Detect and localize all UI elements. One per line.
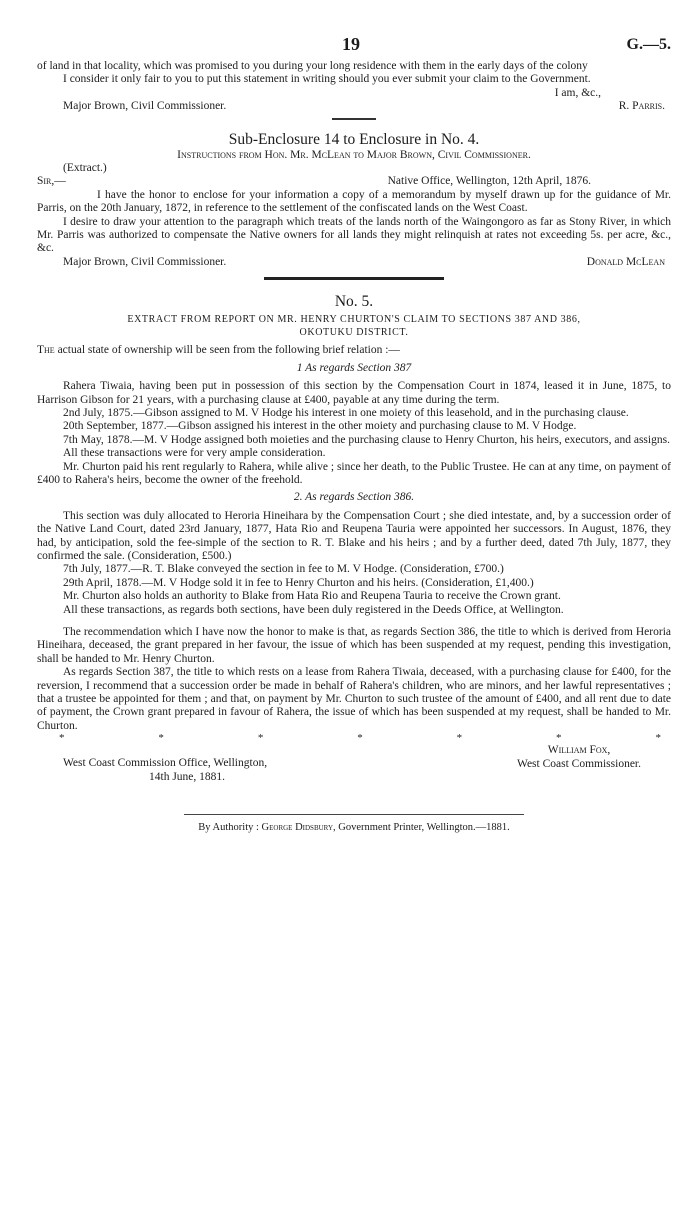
major-divider: [264, 277, 444, 280]
no5-caption-line-2: OKOTUKU DISTRICT.: [299, 326, 409, 338]
enclosure-addressee: Major Brown, Civil Commissioner.: [63, 255, 227, 268]
sec387-para: Mr. Churton paid his rent regularly to Rahera, while alive ; since her death, to the Public Trustee. He can at any time, on payment of £400 to Rahera's heirs, become the owner of the freehold.: [37, 460, 671, 486]
recommendation-para: As regards Section 387, the title to which rests on a lease from Rahera Tiwaia, deceased, with a purchasing clause for £400, for the reversion, I recommend that a succession order be made in behalf of Rahera's children, who are minors, and her lawful representatives ; that a trustee be appointed for them ; and that, on payment by Mr. Churton to such trustee of the amount of £400, and all rent due to date of payment, the Crown grant prepared in favour of Rahera, the issue of which has been suspended at my request, shall be handed to Mr. Churton.: [37, 666, 671, 732]
star: *: [655, 732, 661, 745]
star: *: [456, 732, 463, 745]
sec386-para: 7th July, 1877.—R. T. Blake conveyed the section in fee to M. V Hodge. (Consideration, £700.): [63, 563, 504, 576]
signer-title: West Coast Commissioner.: [517, 757, 641, 770]
sec386-para: All these transactions, as regards both sections, have been duly registered in the Deeds Office, at Wellington.: [63, 603, 564, 616]
intro-addressee: Major Brown, Civil Commissioner.: [63, 100, 227, 113]
signer-block: [517, 744, 671, 784]
sec386-para: This section was duly allocated to Heroria Hineihara by the Compensation Court ; she died intestate, and, by a succession order of the Native Land Court, dated 23rd January, 1877, Hata Rio and Reupena Tauria were appointed her successors. In August, 1876, they had, by anticipation, sold the fee-simple of the section to R. T. Blake and his heirs ; and by a further deed, dated 7th July, 1877, they confirmed the sale. (Consideration, £500.): [37, 509, 671, 562]
sheet-reference: G.—5.: [626, 36, 671, 53]
office-block: [37, 744, 267, 784]
no5-caption-line-1: EXTRACT FROM REPORT ON MR. HENRY CHURTON'S CLAIM TO SECTIONS 387 AND 386,: [127, 314, 581, 326]
section-387-heading: 1 As regards Section 387: [296, 361, 412, 374]
intro-statement: I consider it only fair to you to put this statement in writing should you ever submit your claim to the Government.: [63, 73, 591, 86]
closing-formula: I am, &c.,: [554, 86, 601, 99]
enclosure-para-2: I desire to draw your attention to the paragraph which treats of the lands north of the Waingongoro as far as Stony River, in which Mr. Parris was authorized to compensate the Native owners for all lands they might relinquish at rates not exceeding 5s. per acre, &c., &c.: [37, 215, 671, 255]
printer-rest: Government Printer, Wellington.—1881.: [338, 822, 510, 834]
sec387-para: 7th May, 1878.—M. V Hodge assigned both moieties and the purchasing clause to Henry Churton, his heirs, executors, and assigns.: [63, 433, 670, 446]
enclosure-para-1: I have the honor to enclose for your information a copy of a memorandum by myself drawn up for the guidance of Mr. Parris, on the 20th January, 1872, in reference to the settlement of the confiscated lands on the West Coast.: [37, 188, 671, 215]
printer-imprint: [37, 821, 671, 834]
no5-intro: [37, 344, 671, 357]
sec387-para: 2nd July, 1875.—Gibson assigned to M. V Hodge his interest in one moiety of this leasehold, and in the purchasing clause.: [63, 406, 629, 419]
enclosure-signature-row: [37, 256, 671, 269]
recommendation-para: The recommendation which I have now the honor to make is that, as regards Section 386, the title to which is derived from Heroria Hineihara, deceased, the grant prepared in her favour, the issue of which has been suspended at my request, pending this investigation, shall be handed to Mr. Henry Churton.: [37, 626, 671, 665]
star: *: [59, 732, 65, 745]
enclosure-heading: Sub-Enclosure 14 to Enclosure in No. 4.: [228, 130, 480, 148]
salutation: Sir,—: [37, 175, 66, 188]
no5-heading: No. 5.: [334, 293, 374, 311]
enclosure-signer: Donald McLean: [586, 255, 665, 268]
extract-label: (Extract.): [63, 162, 107, 175]
signer-name: William Fox,: [547, 744, 611, 757]
page-header: [37, 34, 671, 60]
authority-label: By Authority :: [198, 822, 259, 834]
section-386-heading: 2. As regards Section 386.: [293, 491, 415, 504]
printer-name: George Didsbury,: [261, 822, 336, 834]
intro-closing-row: [37, 87, 671, 100]
sec386-para: Mr. Churton also holds an authority to Blake from Hata Rio and Reupena Tauria to receive the Crown grant.: [63, 590, 561, 603]
intro-rest: actual state of ownership will be seen from the following brief relation :—: [57, 344, 400, 357]
star: *: [556, 732, 562, 745]
enclosure-subheading: Instructions from Hon. Mr. McLean to Major Brown, Civil Commissioner.: [177, 148, 531, 161]
place-date: Native Office, Wellington, 12th April, 1876.: [387, 175, 591, 188]
final-signature-block: [37, 744, 671, 784]
intro-signature-row: [37, 100, 671, 113]
star: *: [357, 732, 363, 745]
sec387-para: All these transactions were for very ample consideration.: [63, 447, 326, 460]
intro-lead-word: The: [37, 344, 55, 357]
sec386-para: 29th April, 1878.—M. V Hodge sold it in fee to Henry Churton and his heirs. (Consideration, £1,400.): [63, 576, 534, 589]
section-divider: [332, 118, 376, 120]
salutation-row: [37, 175, 671, 188]
document-page: [37, 34, 671, 834]
office-address: West Coast Commission Office, Wellington,: [63, 757, 268, 770]
star: *: [158, 732, 164, 745]
intro-paragraph: of land in that locality, which was promised to you during your long residence with them in the early days of the colony: [37, 60, 588, 72]
sec387-para: Rahera Tiwaia, having been put in possession of this section by the Compensation Court in 1874, leased it in June, 1875, to Harrison Gibson for 21 years, with a purchasing clause at £400, payable at any time during the term.: [37, 380, 671, 406]
office-date: 14th June, 1881.: [149, 770, 226, 783]
star: *: [257, 732, 264, 745]
sec387-para: 20th September, 1877.—Gibson assigned his interest in the other moiety and purchasing clause to M. V Hodge.: [63, 420, 577, 433]
intro-signer: R. Parris.: [618, 100, 665, 113]
page-number: 19: [342, 34, 360, 54]
ellipsis-stars: [37, 733, 671, 743]
footer-rule: [184, 814, 524, 815]
